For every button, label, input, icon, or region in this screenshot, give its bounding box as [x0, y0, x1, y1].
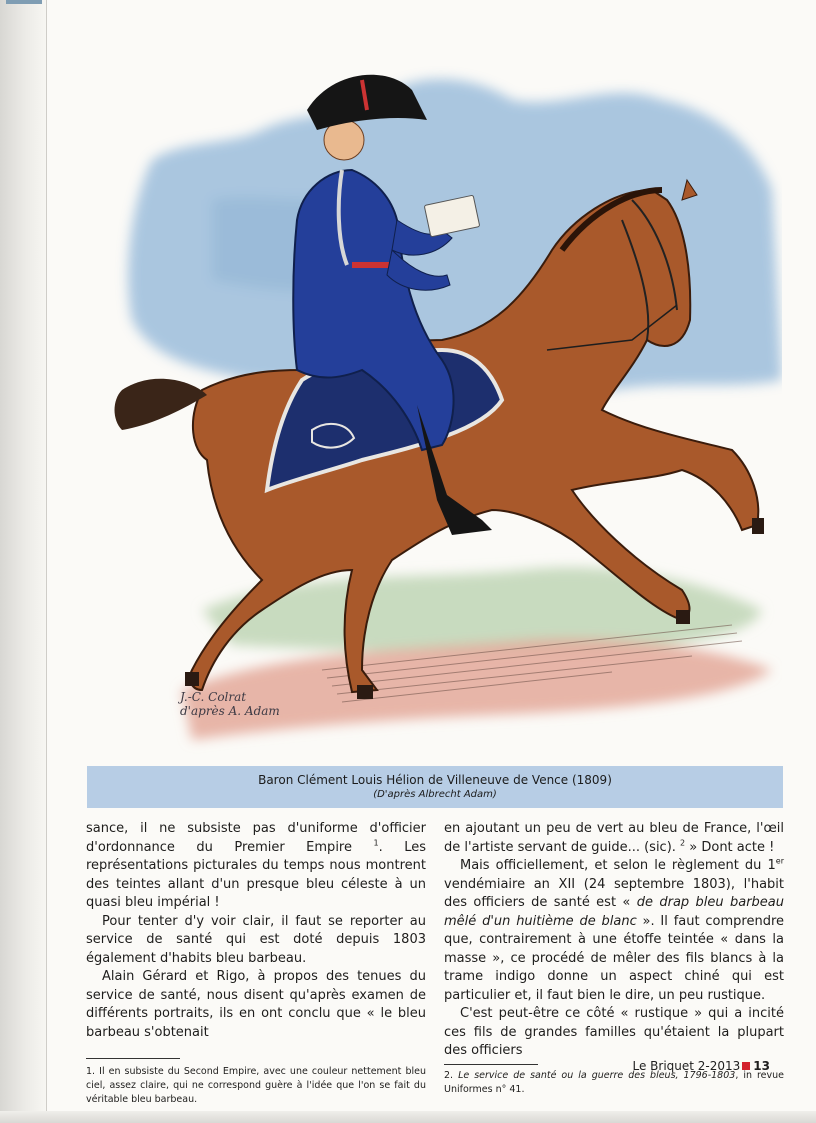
quote-emphasis: de drap bleu barbeau mêlé d'un huitième de blanc: [444, 895, 784, 929]
footnote-rule: [86, 1058, 180, 1059]
paragraph: Alain Gérard et Rigo, à propos des tenues du service de santé, nous disent qu'après examen de différents portraits, ils en ont conclu que « le bleu barbeau s'obtenait: [86, 969, 426, 1040]
page-folio: [632, 1059, 770, 1073]
paragraph: C'est peut-être ce côté « rustique » qui a incité ces fils de grandes familles qu'étaient la plupart des officiers: [444, 1006, 784, 1058]
paragraph: Mais officiellement, et selon le règlement du 1er vendémiaire an XII (24 septembre 1803), l'habit des officiers de santé est « de drap bleu barbeau mêlé d'un huitième de blanc ». Il faut comprendre que, contrairement à une étoffe teintée « dans la masse », ce procédé de mêler des fils blancs à la trame indigo donne un aspect chiné qui est particulier et, il faut bien le dire, un peu rustique.: [444, 856, 784, 1003]
page-number: 13: [753, 1059, 770, 1073]
red-square-marker: [742, 1062, 750, 1070]
text-column-left: [86, 820, 426, 1107]
footnote-ref: 2: [680, 838, 686, 848]
artist-signature: [180, 690, 280, 718]
signature-line-1: J.-C. Colrat: [180, 690, 247, 704]
caption-subtitle: (D'après Albrecht Adam): [373, 789, 497, 800]
footnote: 1. Il en subsiste du Second Empire, avec une couleur nettement bleu ciel, assez claire, qui ne correspond guère à l'idée que l'on se fait du véritable bleu barbeau.: [86, 1066, 426, 1105]
book-spine-gutter: [0, 0, 47, 1123]
illustration-mounted-officer: [92, 50, 782, 755]
spine-mark: [6, 0, 42, 4]
footnote-rule: [444, 1064, 538, 1065]
signature-line-2: d'après A. Adam: [180, 704, 280, 718]
page-bottom-edge: [0, 1111, 816, 1123]
paragraph: Pour tenter d'y voir clair, il faut se reporter au service de santé qui est doté depuis 1803 également d'habits bleu barbeau.: [86, 913, 426, 966]
magazine-name: Le Briquet 2-2013: [632, 1059, 741, 1073]
paragraph: en ajoutant un peu de vert au bleu de France, l'œil de l'artiste servant de guide... (sic). $^2$ » Dont acte !: [444, 821, 784, 855]
footnote: 2. Le service de santé ou la guerre des bleus, 1796-1803, in revue Uniformes n° 41.: [444, 1069, 784, 1095]
paragraph: sance, il ne subsiste pas d'uniforme d'officier d'ordonnance du Premier Empire $^1$. Les représentations picturales du temps nous montrent des teintes allant d'un presque bleu céleste à un quasi bleu impérial !: [86, 821, 426, 910]
text-column-right: [444, 820, 784, 1097]
footnote-ref: 1: [373, 838, 379, 848]
figure-caption: [87, 766, 783, 808]
caption-title: Baron Clément Louis Hélion de Villeneuve de Vence (1809): [258, 773, 612, 787]
